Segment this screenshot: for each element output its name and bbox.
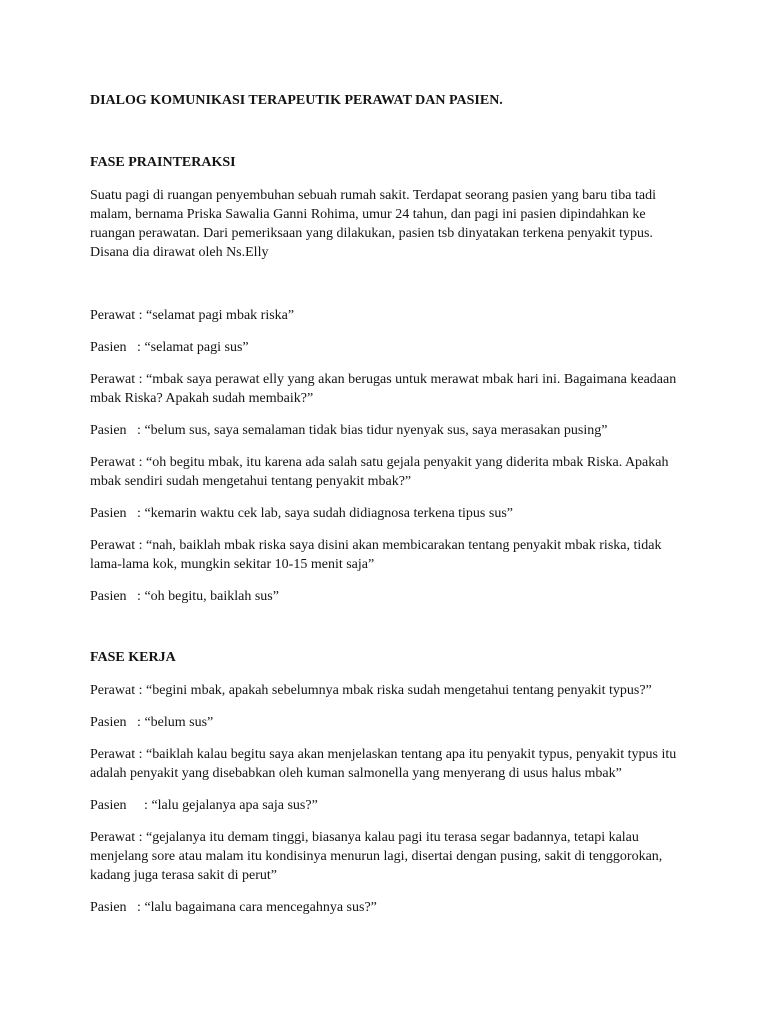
dialog-line: kadang juga terasa sakit di perut” (90, 868, 277, 883)
intro-paragraph (90, 186, 768, 262)
section-prainteraksi (90, 153, 768, 606)
dialog-turn (90, 796, 768, 815)
dialog-turn (90, 504, 768, 523)
dialog-turn (90, 898, 768, 917)
dialog-turn (90, 453, 768, 491)
dialog-line: mbak sendiri sudah mengetahui tentang penyakit mbak?” (90, 474, 412, 489)
dialog-line: Pasien : “selamat pagi sus” (90, 340, 249, 355)
dialog-line: lama-lama kok, mungkin sekitar 10-15 menit saja” (90, 557, 375, 572)
dialog-turn (90, 745, 768, 783)
paragraph-line: malam, bernama Priska Sawalia Ganni Rohima, umur 24 tahun, dan pagi ini pasien dipindahkan ke (90, 207, 646, 222)
dialog-line: Perawat : “oh begitu mbak, itu karena ada salah satu gejala penyakit yang diderita mbak Riska. Apakah (90, 455, 669, 470)
document-title: DIALOG KOMUNIKASI TERAPEUTIK PERAWAT DAN PASIEN. (90, 93, 503, 108)
dialog-turn (90, 587, 768, 606)
dialog-line: Pasien : “belum sus” (90, 715, 214, 730)
dialog-line: Pasien : “belum sus, saya semalaman tidak bias tidur nyenyak sus, saya merasakan pusing” (90, 423, 608, 438)
dialog-line: Perawat : “begini mbak, apakah sebelumnya mbak riska sudah mengetahui tentang penyakit typus?” (90, 683, 652, 698)
dialog-line: adalah penyakit yang disebabkan oleh kuman salmonella yang menyerang di usus halus mbak” (90, 766, 622, 781)
dialog-line: Perawat : “selamat pagi mbak riska” (90, 308, 295, 323)
dialog-line: Perawat : “gejalanya itu demam tinggi, biasanya kalau pagi itu terasa segar badannya, tetapi kalau (90, 830, 639, 845)
dialog-turn (90, 338, 768, 357)
dialog-line: Perawat : “nah, baiklah mbak riska saya disini akan membicarakan tentang penyakit mbak riska, tidak (90, 538, 662, 553)
section-heading: FASE KERJA (90, 650, 176, 665)
dialog-line: menjelang sore atau malam itu kondisinya menurun lagi, disertai dengan pusing, sakit di tenggorokan, (90, 849, 663, 864)
dialog-line: mbak Riska? Apakah sudah membaik?” (90, 391, 314, 406)
dialog-turn (90, 421, 768, 440)
dialog-turn (90, 713, 768, 732)
paragraph-line: ruangan perawatan. Dari pemeriksaan yang dilakukan, pasien tsb dinyatakan terkena penyakit typus. (90, 226, 653, 241)
paragraph-line: Disana dia dirawat oleh Ns.Elly (90, 245, 269, 260)
dialog-line: Pasien : “oh begitu, baiklah sus” (90, 589, 279, 604)
dialog-turn (90, 681, 768, 700)
dialog-line: Pasien : “kemarin waktu cek lab, saya sudah didiagnosa terkena tipus sus” (90, 506, 513, 521)
dialog-line: Perawat : “baiklah kalau begitu saya akan menjelaskan tentang apa itu penyakit typus, penyakit typus itu (90, 747, 677, 762)
dialog-turn (90, 306, 768, 325)
dialog-line: Pasien : “lalu bagaimana cara mencegahnya sus?” (90, 900, 377, 915)
dialog-turn (90, 828, 768, 885)
dialog-turn (90, 370, 768, 408)
paragraph-line: Suatu pagi di ruangan penyembuhan sebuah rumah sakit. Terdapat seorang pasien yang baru tiba tadi (90, 188, 656, 203)
dialog-line: Pasien : “lalu gejalanya apa saja sus?” (90, 798, 318, 813)
dialog-turn (90, 536, 768, 574)
dialog-line: Perawat : “mbak saya perawat elly yang akan berugas untuk merawat mbak hari ini. Bagaimana keadaan (90, 372, 677, 387)
section-heading: FASE PRAINTERAKSI (90, 155, 236, 170)
section-kerja (90, 648, 768, 917)
